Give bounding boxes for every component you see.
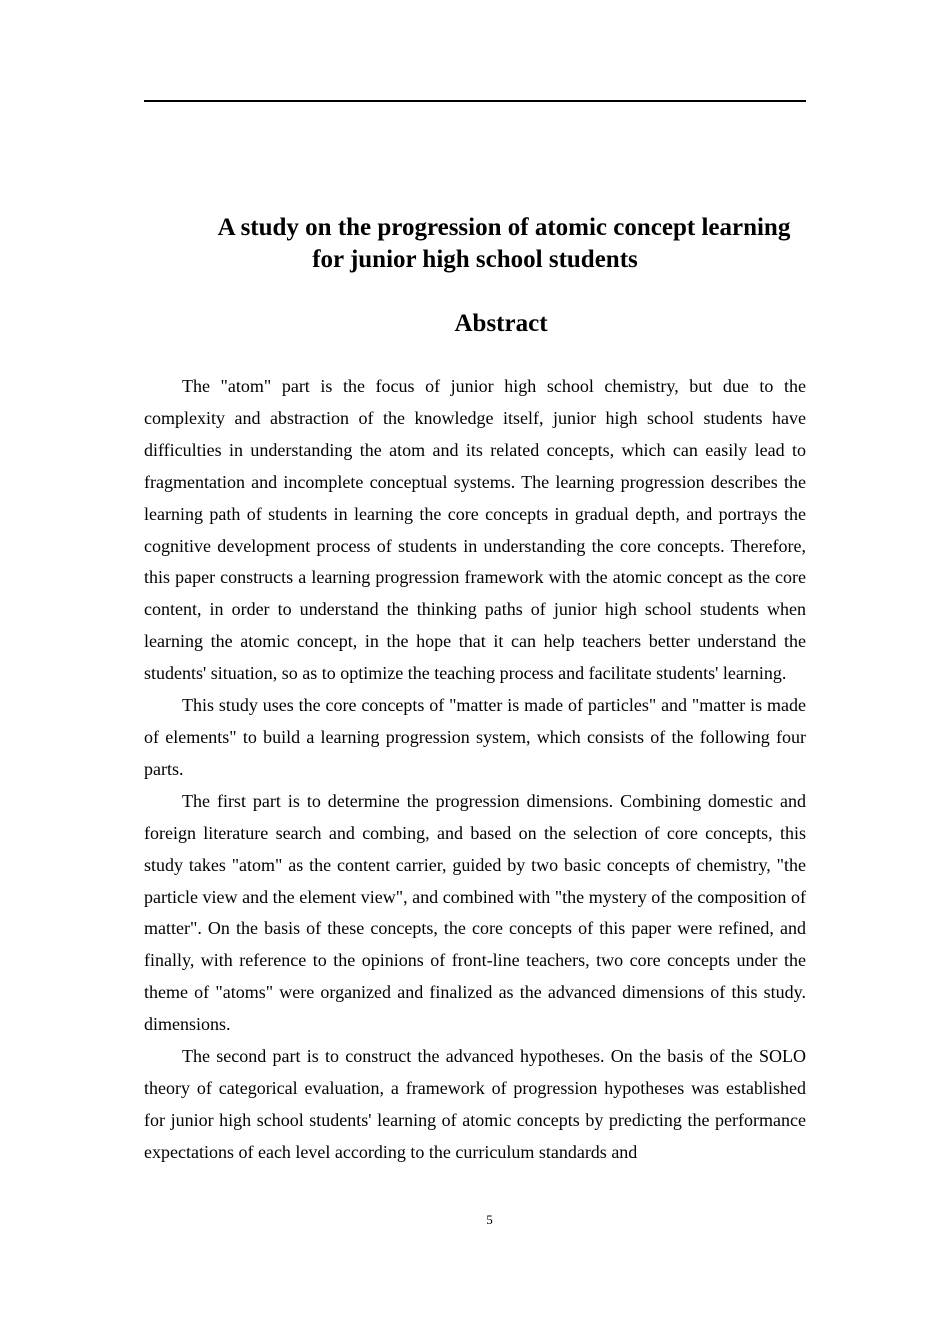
abstract-paragraph-3: The first part is to determine the progression dimensions. Combining domestic and foreign literature search and combing, and based on the selection of core concepts, this study takes "atom" as the content carrier, guided by two basic concepts of chemistry, "the particle view and the element view", and combined with "the mystery of the composition of matter". On the basis of these concepts, the core concepts of this paper were refined, and finally, with reference to the opinions of front-line teachers, two core concepts under the theme of "atoms" were organized and finalized as the advanced dimensions of this study. dimensions. bbox=[144, 790, 806, 1035]
paper-title bbox=[144, 212, 806, 276]
abstract-paragraph-4: The second part is to construct the advanced hypotheses. On the basis of the SOLO theory of categorical evaluation, a framework of progression hypotheses was established for junior high school students' learning of atomic concepts by predicting the performance expectations of each level according to the curriculum standards and bbox=[144, 1046, 806, 1162]
title-line-1: A study on the progression of atomic concept learning bbox=[217, 214, 791, 241]
abstract-paragraph-1: The "atom" part is the focus of junior high school chemistry, but due to the complexity and abstraction of the knowledge itself, junior high school students have difficulties in understanding the atom and its related concepts, which can easily lead to fragmentation and incomplete conceptual systems. The learning progression describes the learning path of students in learning the core concepts in gradual depth, and portrays the cognitive development process of students in understanding the core concepts. Therefore, this paper constructs a learning progression framework with the atomic concept as the core content, in order to understand the thinking paths of junior high school students when learning the atomic concept, in the hope that it can help teachers better understand the students' situation, so as to optimize the teaching process and facilitate students' learning. bbox=[144, 376, 806, 684]
abstract-body bbox=[144, 371, 806, 1169]
title-line-2: for junior high school students bbox=[312, 246, 638, 273]
abstract-paragraph-2: This study uses the core concepts of "matter is made of particles" and "matter is made of elements" to build a learning progression system, which consists of the following four parts. bbox=[144, 695, 806, 779]
abstract-heading: Abstract bbox=[454, 310, 548, 337]
header-rule bbox=[144, 100, 806, 102]
page-number: 5 bbox=[486, 1212, 493, 1227]
